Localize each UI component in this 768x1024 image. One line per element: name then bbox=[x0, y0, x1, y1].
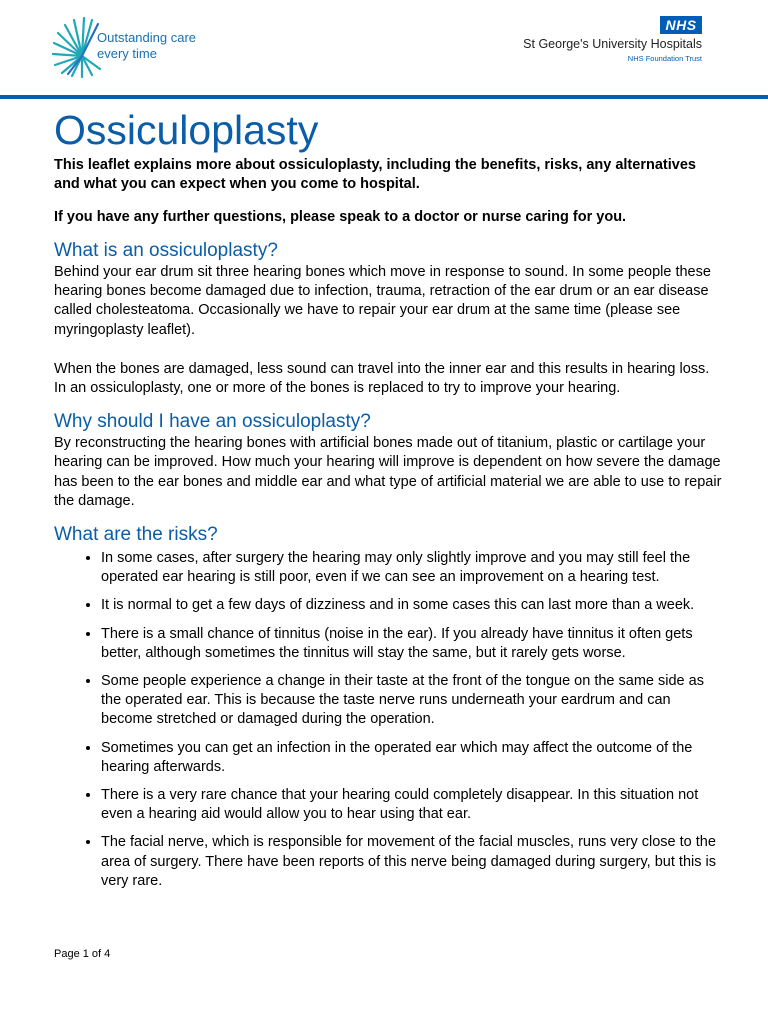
section-heading-what-is: What is an ossiculoplasty? bbox=[54, 240, 278, 261]
questions-note: If you have any further questions, please speak to a doctor or nurse caring for you. bbox=[54, 209, 627, 225]
list-item: • Sometimes you can get an infection in the operated ear which may affect the outcome of the hearing afterwards. bbox=[101, 739, 724, 777]
trust-logo bbox=[52, 14, 232, 80]
tagline bbox=[97, 30, 196, 62]
org-subtitle: NHS Foundation Trust bbox=[627, 54, 702, 63]
paragraph: Behind your ear drum sit three hearing bones which move in response to sound. In some people these hearing bones become damaged due to infection, trauma, retraction of the ear drum or an ear disease called cholesteatoma. Occasionally we have to repair your ear drum at the same time (please see myringoplasty leaflet). bbox=[54, 264, 711, 338]
list-item: • There is a small chance of tinnitus (noise in the ear). If you already have tinnitus it often gets better, although sometimes the tinnitus will stay the same, but it rarely gets worse. bbox=[101, 625, 724, 663]
list-item: • There is a very rare chance that your hearing could completely disappear. In this situation not even a hearing aid would allow you to hear using that ear. bbox=[101, 786, 724, 824]
page-title: Ossiculoplasty bbox=[54, 107, 319, 153]
nhs-logo bbox=[482, 16, 702, 68]
leaflet-content bbox=[54, 104, 724, 900]
list-item: • The facial nerve, which is responsible for movement of the facial muscles, runs very close to the area of surgery. There have been reports of this nerve being damaged during surgery, but this is very rare. bbox=[101, 833, 724, 891]
paragraph: When the bones are damaged, less sound can travel into the inner ear and this results in hearing loss. In an ossiculoplasty, one or more of the bones is replaced to try to improve your hearing. bbox=[54, 360, 710, 397]
risks-list bbox=[54, 549, 724, 891]
nhs-badge: NHS bbox=[660, 16, 702, 34]
list-item: • Some people experience a change in their taste at the front of the tongue on the same side as the operated ear. This is because the taste nerve runs underneath your eardrum and can become stretched or damaged during the operation. bbox=[101, 672, 724, 730]
list-item: • In some cases, after surgery the hearing may only slightly improve and you may still feel the operated ear hearing is still poor, even if we can see an improvement on a hearing test. bbox=[101, 549, 724, 587]
section-heading-why: Why should I have an ossiculoplasty? bbox=[54, 411, 371, 433]
list-item: • It is normal to get a few days of dizziness and in some cases this can last more than a week. bbox=[101, 596, 724, 615]
tagline-line-1: Outstanding care bbox=[97, 30, 197, 45]
paragraph: By reconstructing the hearing bones with artificial bones made out of titanium, plastic or cartilage your hearing can be improved. How much your hearing will improve is dependent on how severe the damage has been to the ear bones and middle ear and what type of artificial material we are able to use to repair the damage. bbox=[54, 435, 722, 509]
intro-text: This leaflet explains more about ossiculoplasty, including the benefits, risks, any alternatives and what you can expect when you come to hospital. bbox=[54, 157, 696, 192]
page-number: Page 1 of 4 bbox=[54, 948, 111, 960]
page-header bbox=[0, 0, 768, 96]
header-divider bbox=[0, 95, 768, 99]
tagline-line-2: every time bbox=[97, 46, 157, 61]
section-heading-risks: What are the risks? bbox=[54, 524, 218, 546]
org-name: St George's University Hospitals bbox=[523, 37, 702, 51]
